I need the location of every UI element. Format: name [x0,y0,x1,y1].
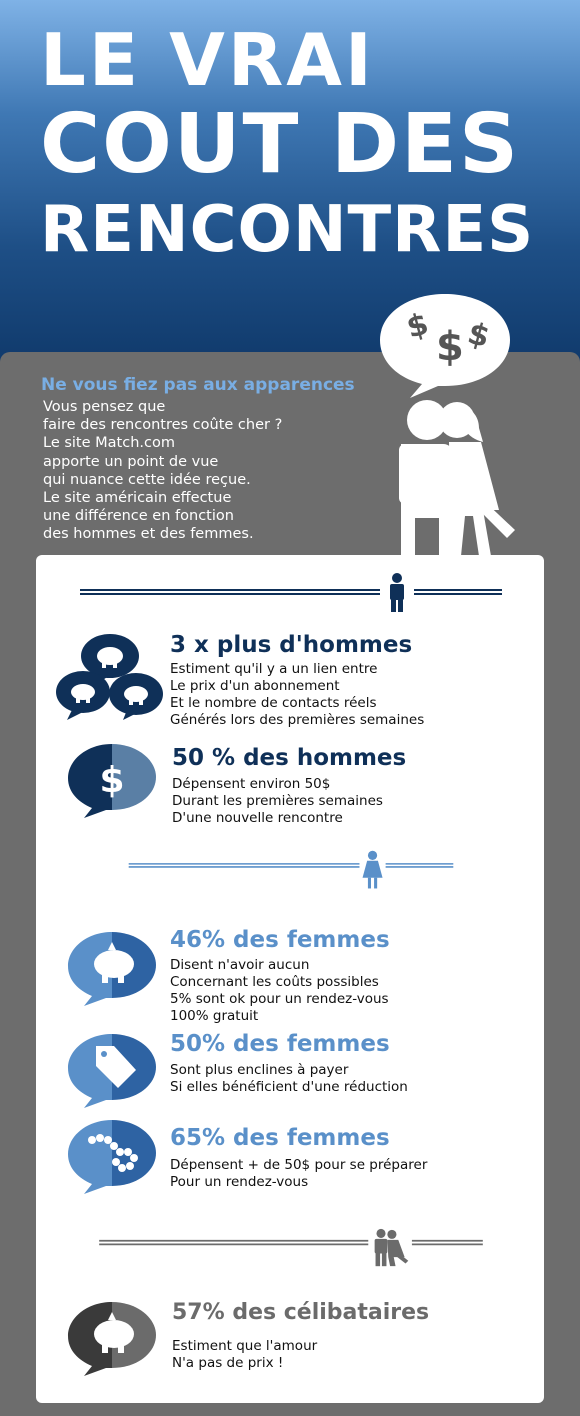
couple-kissing-icon [395,398,517,556]
dollar-bubble-icon [66,742,158,818]
couple-icon [375,1229,409,1266]
stat-title: 65% des femmes [170,1125,390,1151]
stat-title: 46% des femmes [170,927,390,953]
stat-women-3 [170,1127,427,1191]
intro-line: Le site Match.com [43,435,175,452]
stat-line: Générés lors des premières semaines [170,712,425,728]
stat-line: Concernant les coûts possibles [170,974,379,990]
stat-line: Durant les premières semaines [172,793,383,809]
stat-line: Le prix d'un abonnement [170,678,340,694]
svg-text:$: $ [403,306,433,346]
piggy-bank-bubble-icon [66,930,158,1006]
stat-line: Dépensent + de 50$ pour se préparer [170,1157,428,1173]
svg-text:$: $ [99,760,125,801]
stat-singles-1 [172,1302,429,1372]
stat-line: Dépensent environ 50$ [172,776,331,792]
svg-text:$: $ [436,324,464,370]
stat-title: 3 x plus d'hommes [170,632,413,658]
piggy-bank-bubbles-icon [55,632,165,720]
title-line-3: RENCONTRES [40,193,535,267]
stat-line: N'a pas de prix ! [172,1355,284,1371]
stat-line: Sont plus enclines à payer [170,1062,349,1078]
stat-line: Estiment que l'amour [172,1338,318,1354]
title-line-2: COUT DES [40,97,521,192]
stat-line: Disent n'avoir aucun [170,957,310,973]
stat-line: Si elles bénéficient d'une réduction [170,1079,408,1095]
intro-line: qui nuance cette idée reçue. [43,471,251,488]
stat-title: 50 % des hommes [172,745,407,771]
intro-line: Le site américain effectue [43,490,232,507]
title-line-1: LE VRAI [40,18,375,102]
stat-men-2 [172,747,406,827]
intro-line: apporte un point de vue [43,453,219,470]
intro-line: des hommes et des femmes. [43,526,254,543]
stat-men-1 [170,634,424,729]
intro-heading: Ne vous fiez pas aux apparences [41,375,355,395]
price-tag-bubble-icon [66,1032,158,1108]
woman-icon [363,851,383,889]
intro-line: Vous pensez que [43,399,166,415]
intro-text [43,398,282,544]
stat-line: D'une nouvelle rencontre [172,810,343,826]
stat-title: 50% des femmes [170,1031,390,1057]
dollar-speech-bubble-icon [378,290,512,398]
stat-women-2 [170,1033,408,1096]
stat-line: Estiment qu'il y a un lien entre [170,661,378,677]
stat-line: 5% sont ok pour un rendez-vous [170,991,389,1007]
intro-line: faire des rencontres coûte cher ? [43,417,283,434]
stat-line: 100% gratuit [170,1008,259,1024]
stat-title: 57% des célibataires [172,1300,430,1325]
man-icon [390,573,404,612]
singles-divider [80,1228,502,1268]
intro-line: une différence en fonction [43,508,234,525]
men-divider [80,572,502,612]
stat-women-1 [170,929,390,1025]
stat-line: Et le nombre de contacts réels [170,695,377,711]
stat-line: Pour un rendez-vous [170,1174,309,1190]
svg-text:$: $ [463,315,494,356]
necklace-bubble-icon [66,1118,158,1194]
piggy-bank-bubble-icon [66,1300,158,1376]
women-divider [80,850,502,890]
